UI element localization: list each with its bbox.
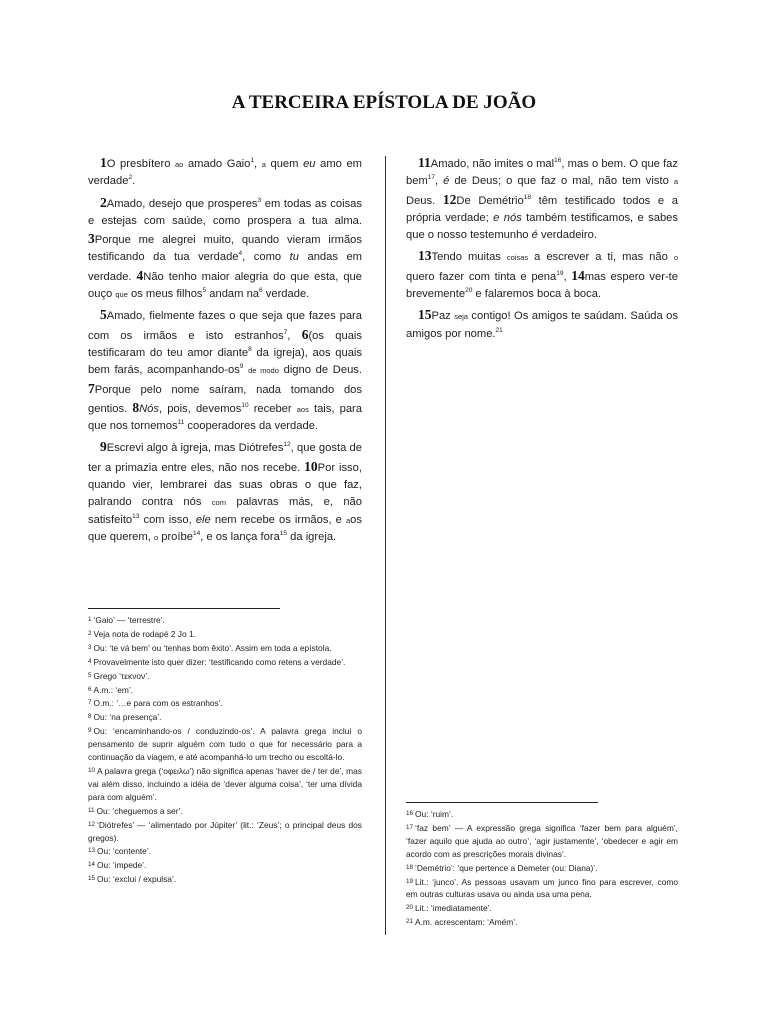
footnote: $^9$ Ou: ‘encaminhando-os / conduzindo-os’. A palavra grega inclui o pensamento de suprir alguém com tudo o que for necessário para a continuação da viagem, e até acompanhá-lo um trecho ou escoltá-lo.	[88, 726, 362, 763]
footnote: $^6$ A.m.: ‘em’.	[88, 684, 134, 695]
paragraph-verse-15: 15Paz seja contigo! Os amigos te saúdam. Saúda os amigos por nome.$^{21}$	[406, 307, 678, 340]
footnote: $^8$ Ou: ‘na presença’.	[88, 712, 162, 723]
footnote: $^{17}$ ‘faz bem’ — A expressão grega significa ‘fazer bem para alguém’, ‘fazer aquilo que ajuda ao outro’, ‘agir justamente’, ‘obedecer e agir em acordo com as prescrições morais divinas’.	[406, 822, 678, 859]
footnote: $^3$ Ou: ‘te vá bem’ ou ‘tenhas bom êxito’. Assim em toda a epístola.	[88, 642, 332, 653]
footnote: $^{15}$ Ou: ‘exclui / expulsa’.	[88, 874, 177, 885]
footnote: $^4$ Provavelmente isto quer dizer: ‘testificando como retens a verdade’.	[88, 656, 346, 667]
paragraph-verse-1: 1O presbítero ao amado Gaio$^1$, a quem eu amo em verdade$^2$.	[88, 155, 363, 188]
footnote: $^{16}$ Ou: ‘ruim’.	[406, 809, 454, 819]
paragraph-verse-2: 2Amado, desejo que prosperes$^3$ em todas as coisas e estejas com saúde, como prospera a tua alma. 3Porque me alegrei muito, quando vieram irmãos testificando da tua verdade$^4$, como tu andas em verdade. 4Não tenho maior alegria do que esta, que ouço que os meus filhos$^5$ andam $na^6$ verdade.	[88, 194, 363, 301]
text-column-left	[88, 154, 362, 549]
footnote: $^{12}$ ‘Diótrefes’ — ‘alimentado por Júpiter’ (lit.: ‘Zeus’; o principal deus dos gregos).	[88, 819, 362, 843]
footnote: $^{14}$ Ou: ‘impede’.	[88, 860, 147, 871]
footnote: $^{20}$ Lit.: ‘imediatamente’.	[406, 903, 492, 914]
text-column-right	[406, 154, 678, 346]
paragraph-verse-13: 13Tendo muitas coisas a escrever a ti, mas não o quero fazer com tinta e pena$^{19}$, 14mas espero ver-te brevemente$^{20}$ e falaremos boca à boca.	[406, 248, 679, 301]
page-title: A TERCEIRA EPÍSTOLA DE JOÃO	[231, 92, 537, 113]
footnote: $^7$ O.m.: ‘…e para com os estranhos’.	[88, 698, 223, 709]
footnote: $^{10}$ A palavra grega (‘οφειλω’) não significa apenas ‘haver de / ter de’, mas vai além disso, incluindo a idéia de ‘dever alguma coisa’, ‘ter uma dívida para com alguém’.	[88, 765, 362, 802]
footnote: $^{19}$ Lit.: ‘junco’. As pessoas usavam um junco fino para escrever, como em outras culturas usava ou ainda usa uma pena.	[406, 876, 678, 900]
paragraph-verse-11: 11Amado, não imites o mal$^{16}$, mas o bem. O que faz bem$^{17}$, é de Deus; o que faz o mal, não tem visto a Deus. 12De Demétrio$^{18}$ têm testificado todos e a própria verdade; e nós também testificamos, e sabes que o nosso testemunho é verdadeiro.	[406, 155, 679, 242]
footnote: $^2$ Veja nota de rodapé 2 Jo 1.	[88, 628, 196, 639]
footnote: $^{18}$ ‘Demétrio’: ‘que pertence a Demeter (ou: Diana)’.	[406, 862, 598, 873]
footnote: $^{13}$ Ou: ‘contente’.	[88, 846, 152, 857]
footnotes-right	[406, 808, 678, 930]
footnote-rule-right	[406, 802, 598, 803]
paragraph-verse-5: 5Amado, fielmente fazes o que seja que fazes para com os irmãos e isto estranhos$^7$, 6(os quais testificaram do teu amor diante$^8$ da igreja), aos quais bem farás, acompanhando-$os^9$ de modo digno de Deus. 7Porque pelo nome saíram, nada tomando dos gentios. 8Nós, pois, devemos$^{10}$ receber aos tais, para que nos tornemos$^{11}$ cooperadores da verdade.	[88, 307, 363, 433]
column-divider	[385, 156, 386, 935]
footnote-rule-left	[88, 608, 280, 609]
footnote: $^{21}$ A.m. acrescentam: ‘Amém’.	[406, 917, 518, 928]
footnote: $^5$ Grego ‘τεκνον’.	[88, 670, 150, 681]
footnote: $^1$ ‘Gaio’ — ‘terrestre’.	[88, 615, 165, 625]
paragraph-verse-9: 9Escrevi algo à igreja, mas Diótrefes$^{12}$, que gosta de ter a primazia entre eles, não nos recebe. 10Por isso, quando vier, lembrarei das suas obras o que faz, palrando contra nós com palavras más, e, não satisfeito$^{13}$ com isso, ele nem recebe os irmãos, e aos que querem, o proíbe$^{14}$, e os lança fora$^{15}$ da igreja.	[88, 439, 362, 543]
footnote: $^{11}$ Ou: ‘cheguemos a ser’.	[88, 805, 183, 816]
footnotes-left	[88, 614, 362, 887]
